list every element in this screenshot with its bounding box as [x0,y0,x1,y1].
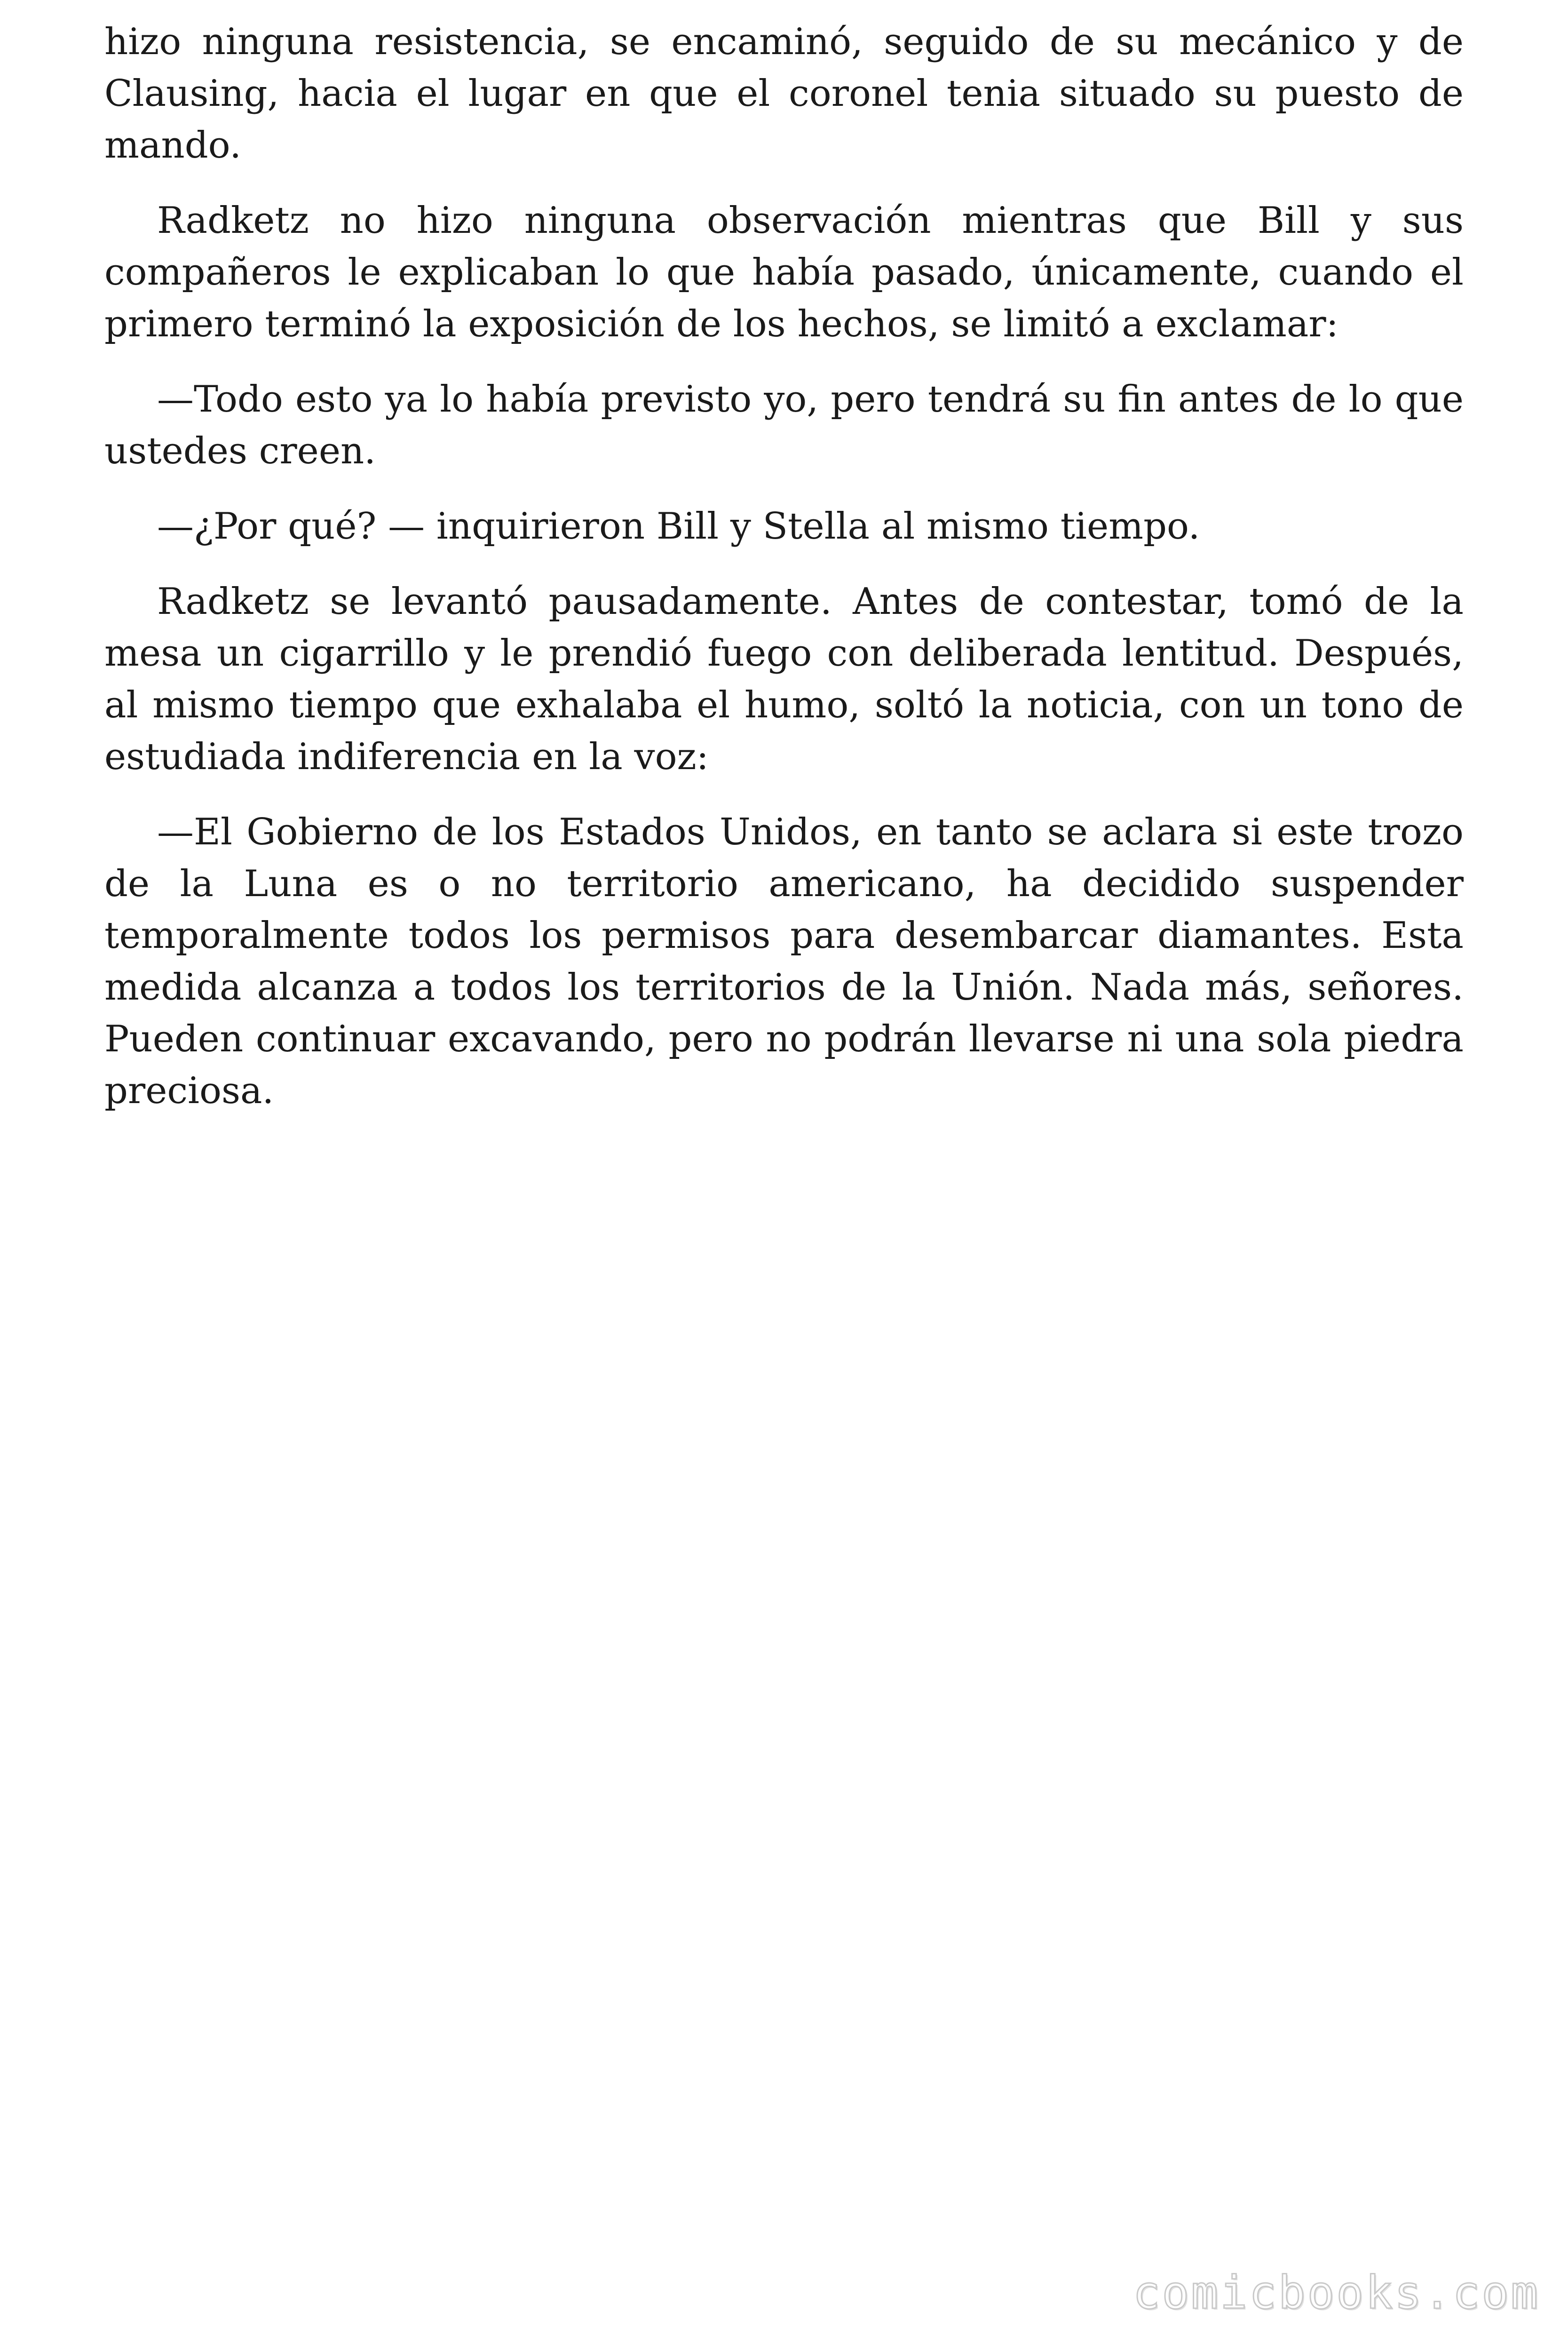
paragraph-dialogue-gobierno: —El Gobierno de los Estados Unidos, en tanto se aclara si este trozo de la Luna es o no territorio americano, ha decidido suspender temporalmente todos los permisos para desembarcar diamantes. Esta medida alcanza a todos los territorios de la Unión. Nada más, señores. Pueden continuar excavando, pero no podrán llevarse ni una sola piedra preciosa. [104,811,1464,1112]
text-body [104,16,1464,1140]
paragraph-radketz-cigarette: Radketz se levantó pausadamente. Antes de contestar, tomó de la mesa un cigarrillo y le prendió fuego con deliberada lentitud. Después, al mismo tiempo que exhalaba el humo, soltó la noticia, con un tono de estudiada indiferencia en la voz: [104,580,1464,778]
paragraph-radketz-observation: Radketz no hizo ninguna observación mientras que Bill y sus compañeros le explicaban lo que había pasado, únicamente, cuando el primero terminó la exposición de los hechos, se limitó a exclamar: [104,199,1464,345]
paragraph-dialogue-todo-esto: —Todo esto ya lo había previsto yo, pero tendrá su fin antes de lo que ustedes creen. [104,378,1464,472]
paragraph-continuation: hizo ninguna resistencia, se encaminó, seguido de su mecánico y de Clausing, hacia el lugar en que el coronel tenia situado su puesto de mando. [104,21,1464,167]
paragraph-dialogue-por-que: —¿Por qué? — inquirieron Bill y Stella al mismo tiempo. [157,505,1200,548]
watermark-logo: comicbooks.com [1132,2266,1540,2319]
